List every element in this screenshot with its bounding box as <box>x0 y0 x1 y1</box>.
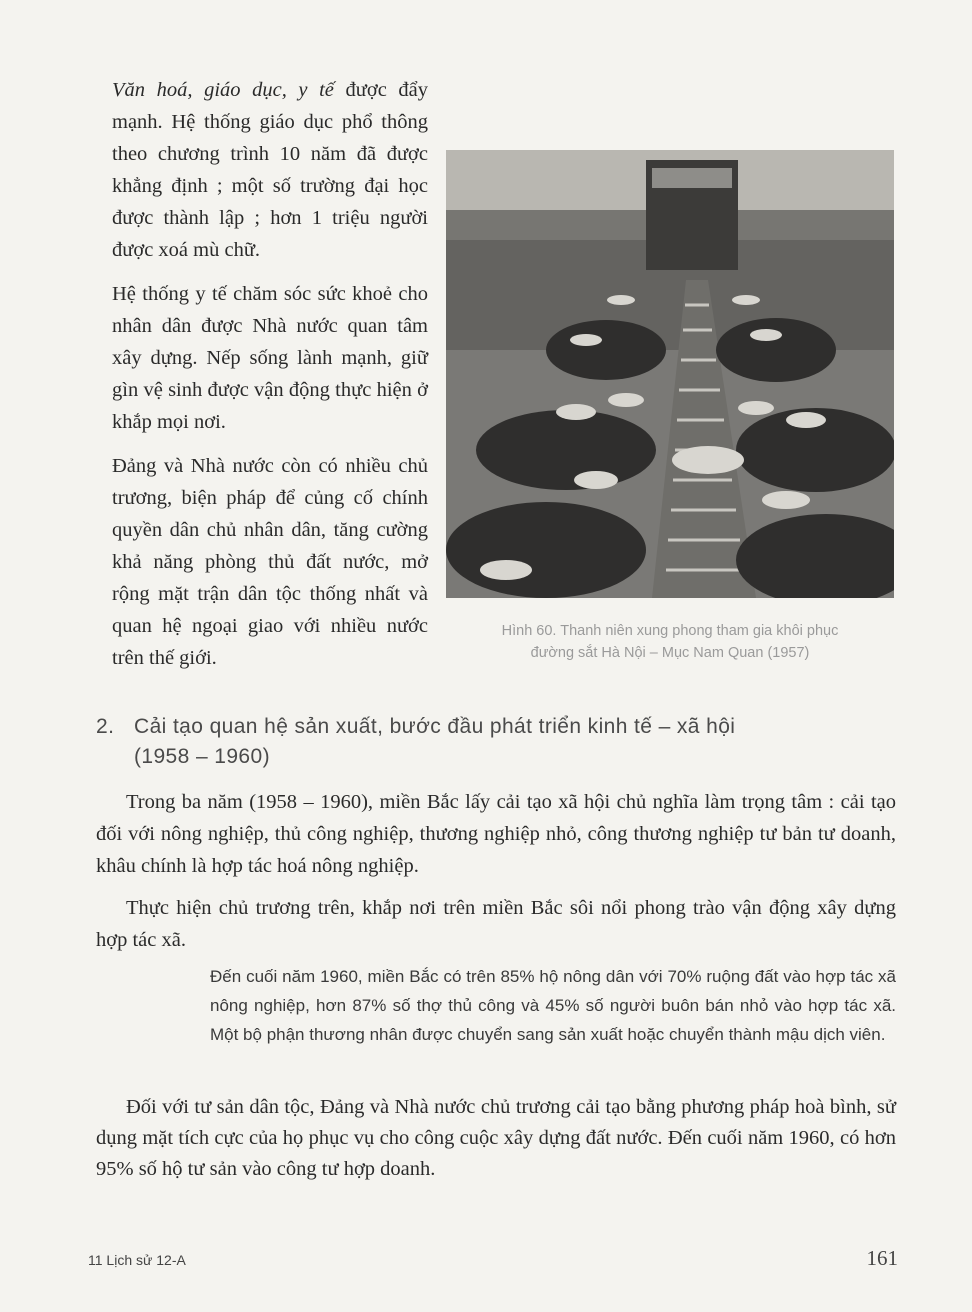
section-number: 2. <box>96 715 115 738</box>
page-number: 161 <box>866 1246 898 1270</box>
left-column-text <box>112 74 428 686</box>
figure-caption <box>446 620 894 664</box>
body-text-bourgeoisie <box>96 1092 896 1185</box>
body-text <box>96 786 896 966</box>
statistics-note: Đến cuối năm 1960, miền Bắc có trên 85% hộ nông dân với 70% ruộng đất vào hợp tác xã nông nghiệp, hơn 87% số thợ thủ công và 45% số người buôn bán nhỏ vào hợp tác xã. Một bộ phận thương nhân được chuyển sang sản xuất hoặc chuyển thành mậu dịch viên. <box>210 967 896 1044</box>
paragraph-culture-rest: được đẩy mạnh. Hệ thống giáo dục phổ thông theo chương trình 10 năm đã được khẳng định ; một số trường đại học được thành lập ; hơn 1 triệu người được xoá mù chữ. <box>112 79 428 261</box>
footer-book-code: 11 Lịch sử 12-A <box>88 1252 186 1268</box>
section-heading <box>96 712 896 772</box>
section-title-line-1: Cải tạo quan hệ sản xuất, bước đầu phát triển kinh tế – xã hội <box>134 715 736 738</box>
figure-60 <box>446 150 894 664</box>
caption-line-2: đường sắt Hà Nội – Mục Nam Quan (1957) <box>530 645 810 661</box>
section-title-line-2: (1958 – 1960) <box>134 745 270 768</box>
paragraph-cooperatives: Thực hiện chủ trương trên, khắp nơi trên miền Bắc sôi nổi phong trào vận động xây dựng hợp tác xã. <box>96 897 896 951</box>
railway-photo <box>446 150 894 598</box>
caption-line-1: Hình 60. Thanh niên xung phong tham gia khôi phục <box>501 623 839 639</box>
paragraph-bourgeoisie: Đối với tư sản dân tộc, Đảng và Nhà nước chủ trương cải tạo bằng phương pháp hoà bình, sử dụng mặt tích cực của họ phục vụ cho công cuộc xây dựng đất nước. Đến cuối năm 1960, có hơn 95% số hộ tư sản vào công tư hợp doanh. <box>96 1096 896 1180</box>
paragraph-culture <box>112 74 428 266</box>
italic-lead: Văn hoá, giáo dục, y tế <box>112 79 334 101</box>
railway-illustration <box>446 150 894 598</box>
paragraph-policy: Đảng và Nhà nước còn có nhiều chủ trương, biện pháp để củng cố chính quyền dân chủ nhân dân, tăng cường khả năng phòng thủ đất nước, mở rộng mặt trận dân tộc thống nhất và quan hệ ngoại giao với nhiều nước trên thế giới. <box>112 455 428 669</box>
paragraph-health: Hệ thống y tế chăm sóc sức khoẻ cho nhân dân được Nhà nước quan tâm xây dựng. Nếp sống lành mạnh, giữ gìn vệ sinh được vận động thực hiện ở khắp mọi nơi. <box>112 283 428 433</box>
paragraph-reform: Trong ba năm (1958 – 1960), miền Bắc lấy cải tạo xã hội chủ nghĩa làm trọng tâm : cải tạo đối với nông nghiệp, thủ công nghiệp, thương nghiệp nhỏ, công thương nghiệp tư bản tư doanh, khâu chính là hợp tác hoá nông nghiệp. <box>96 791 896 877</box>
